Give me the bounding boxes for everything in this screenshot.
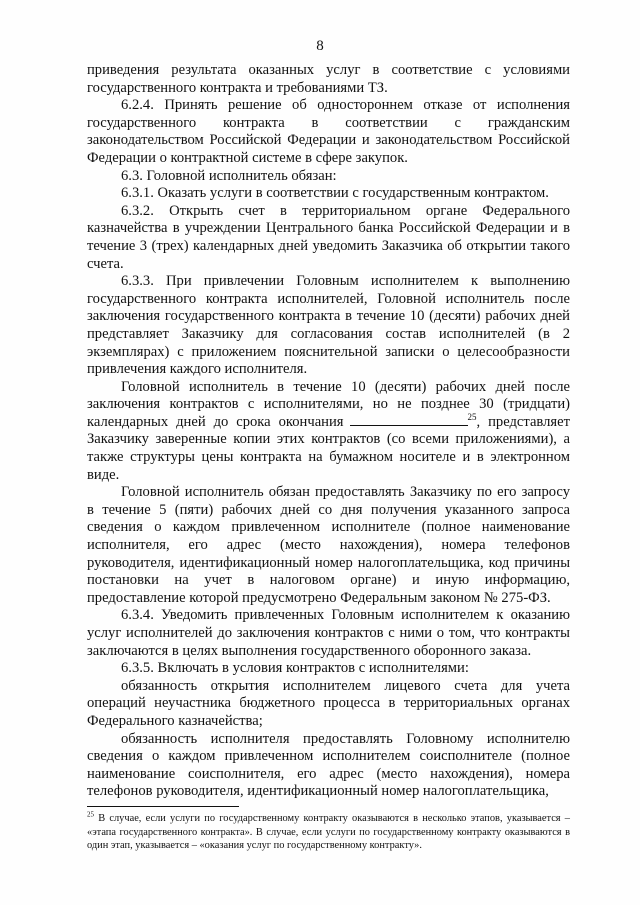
paragraph: приведения результата оказанных услуг в соответствие с условиями государственного контракта и требованиями ТЗ.	[87, 62, 570, 96]
paragraph: 6.3.3. При привлечении Головным исполнителем к выполнению государственного контракта исполнителей, Головной исполнитель после заключения государственного контракта в течение 10 (десяти) рабочих дней представляет Заказчику для согласования состав исполнителей (в 2 экземплярах) с приложением пояснительной записки о целесообразности привлечения каждого исполнителя.	[87, 273, 570, 378]
paragraph-text: , представляет Заказчику заверенные копии этих контрактов (со всеми приложениями), а также структуры цены контракта на бумажном носителе и в электронном виде.	[87, 413, 570, 483]
page-number: 8	[316, 38, 324, 54]
footnote-text: В случае, если услуги по государственному контракту оказываются в несколько этапов, указывается – «этапа государственного контракта». В случае, если услуги по государственному контракту оказываются в один этап, указывается – «оказания услуг по государственному контракту».	[87, 813, 570, 852]
footnote-reference: 25	[467, 412, 477, 423]
body-text	[87, 62, 570, 801]
paragraph-with-blank	[87, 379, 570, 485]
paragraph: 6.3.5. Включать в условия контрактов с исполнителями:	[121, 660, 469, 677]
paragraph: обязанность исполнителя предоставлять Головному исполнителю сведения о каждом привлеченном исполнителем соисполнителе (полное наименование соисполнителя, его адрес (место нахождения), номера телефонов руководителя, идентификационный номер налогоплательщика,	[87, 730, 570, 800]
paragraph: 6.2.4. Принять решение об одностороннем отказе от исполнения государственного контракта в соответствии с гражданским законодательством Российской Федерации и законодательством Российской Федерации о контрактной системе в сфере закупок.	[87, 97, 570, 166]
paragraph-text: Головной исполнитель в течение 10 (десяти) рабочих дней после заключения контрактов с исполнителями, но не позднее 30 (тридцати) календарных дней до срока окончания	[87, 378, 570, 430]
paragraph: Головной исполнитель обязан предоставлять Заказчику по его запросу в течение 5 (пяти) рабочих дней со дня получения указанного запроса сведения о каждом привлеченном исполнителе (полное наименование исполнителя, его адрес (место нахождения), номера телефонов руководителя, идентификационный номер налогоплательщика, код причины постановки на учет в налоговом органе) и иную информацию, предоставление которой предусмотрено Федеральным законом № 275-ФЗ.	[87, 484, 570, 606]
footnote-separator	[87, 806, 239, 807]
paragraph: обязанность открытия исполнителем лицевого счета для учета операций неучастника бюджетного процесса в территориальных органах Федерального казначейства;	[87, 677, 570, 729]
paragraph: 6.3.4. Уведомить привлеченных Головным исполнителем к оказанию услуг исполнителей до заключения контрактов с ними о том, что контракты заключаются в целях выполнения государственного оборонного заказа.	[87, 607, 570, 659]
paragraph: 6.3. Головной исполнитель обязан:	[121, 167, 337, 184]
footnote-marker: 25	[87, 810, 94, 819]
blank-line	[350, 414, 468, 426]
paragraph: 6.3.1. Оказать услуги в соответствии с государственным контрактом.	[121, 185, 549, 202]
footnote	[87, 812, 570, 853]
paragraph: 6.3.2. Открыть счет в территориальном органе Федерального казначейства в учреждении Центрального банка Российской Федерации и в течение 3 (трех) календарных дней уведомить Заказчика об открытии такого счета.	[87, 202, 570, 272]
